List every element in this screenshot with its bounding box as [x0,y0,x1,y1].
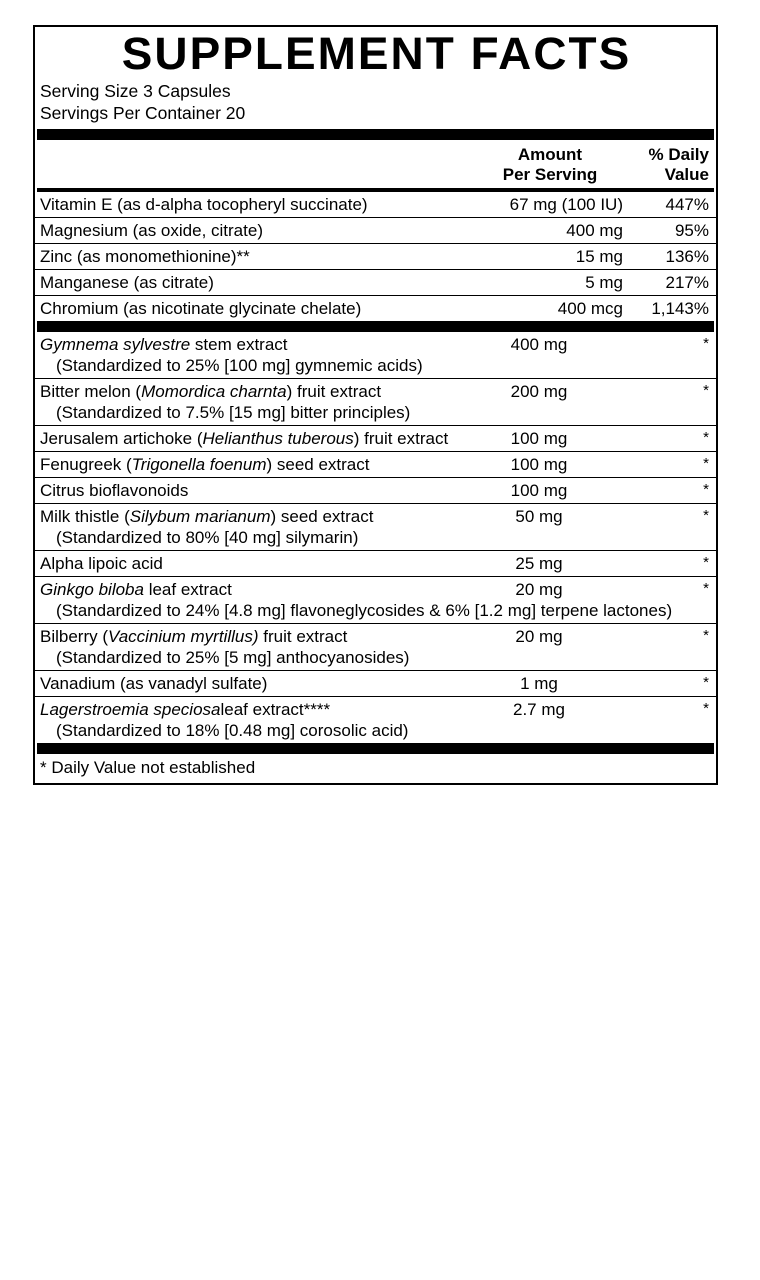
ingredient-daily-value: * [629,426,716,452]
ingredient-standardization-note: (Standardized to 25% [100 mg] gymnemic acids) [56,356,423,375]
ingredient-name-suffix: ) fruit extract [353,429,449,448]
ingredient-name-suffix: fruit extract [258,627,348,646]
ingredient-amount: 200 mg [471,379,629,426]
supplement-facts-panel [33,25,718,785]
ingredient-name [35,504,471,551]
table-row [35,671,716,697]
amount-header-line2: Per Serving [502,165,598,184]
ingredient-name: Manganese (as citrate) [35,270,471,296]
ingredient-daily-value: * [629,452,716,478]
ingredient-daily-value: 136% [629,244,716,270]
ingredient-name [35,671,471,697]
ingredient-daily-value: 95% [629,218,716,244]
ingredient-amount: 400 mg [471,218,629,244]
ingredient-amount: 100 mg [471,426,629,452]
ingredient-latin-name: Ginkgo biloba [40,580,144,599]
ingredient-latin-name: Vaccinium myrtillus) [108,627,259,646]
ingredient-name-suffix: leaf extract [143,580,232,599]
ingredient-amount: 20 mg [471,577,629,624]
ingredient-name-prefix: Fenugreek ( [40,455,132,474]
table-row [35,577,716,624]
ingredient-name: Vitamin E (as d-alpha tocopheryl succinate) [35,192,471,218]
table-row [35,478,716,504]
serving-size: Serving Size 3 Capsules [40,81,231,101]
amount-header-line1: Amount [517,145,583,164]
dv-header-line1: % Daily [648,145,709,164]
ingredient-daily-value: 1,143% [651,299,709,318]
ingredient-amount: 20 mg [471,624,629,671]
ingredient-amount: 67 mg (100 IU) [471,192,629,218]
ingredient-name-prefix: Alpha lipoic acid [40,554,163,573]
ingredient-standardization-note: (Standardized to 7.5% [15 mg] bitter principles) [56,403,411,422]
serving-info [35,78,716,127]
ingredient-name-prefix: Bilberry ( [40,627,109,646]
ingredient-name-prefix: Vanadium (as vanadyl sulfate) [40,674,268,693]
ingredient-amount: 5 mg [471,270,629,296]
ingredient-amount: 15 mg [471,244,629,270]
amount-per-serving-header [471,140,629,188]
ingredient-daily-value: * [629,577,716,624]
ingredient-name [35,697,471,744]
ingredient-name [35,332,471,379]
table-row [35,452,716,478]
table-row [35,697,716,744]
ingredient-amount: 2.7 mg [513,700,565,719]
ingredient-amount: 1 mg [471,671,629,697]
rule-between-sections [37,321,714,332]
servings-per-container: Servings Per Container 20 [40,103,246,123]
ingredient-name-prefix: Citrus bioflavonoids [40,481,189,500]
ingredient-name-suffix: ) seed extract [266,455,370,474]
column-header-table [35,140,716,188]
ingredient-name [35,478,471,504]
ingredient-daily-value: * [629,379,716,426]
ingredient-daily-value: * [629,551,716,577]
ingredient-name [35,551,471,577]
ingredient-name: Chromium (as nicotinate glycinate chelate) [40,299,362,318]
ingredient-daily-value: * [629,671,716,697]
table-row [35,379,716,426]
ingredient-amount: 50 mg [471,504,629,551]
ingredient-latin-name: Helianthus tuberous [202,429,354,448]
ingredient-daily-value: * [629,624,716,671]
ingredient-standardization-note: (Standardized to 18% [0.48 mg] corosolic acid) [56,721,409,740]
rule-above-footnote [37,743,714,754]
botanicals-table [35,332,716,743]
vitamins-minerals-table [35,192,716,321]
rule-above-column-headers [37,129,714,140]
table-row [35,192,716,218]
ingredient-name [35,452,471,478]
ingredient-amount: 400 mg [471,332,629,379]
ingredient-amount: 400 mcg [557,299,623,318]
ingredient-name-prefix: Milk thistle ( [40,507,130,526]
ingredient-amount: 100 mg [471,478,629,504]
ingredient-name: Zinc (as monomethionine)** [35,244,471,270]
ingredient-daily-value: * [703,700,709,717]
daily-value-header [629,140,716,188]
table-row [35,426,716,452]
table-row [35,551,716,577]
ingredient-latin-name: Gymnema sylvestre [40,335,191,354]
ingredient-name: Magnesium (as oxide, citrate) [35,218,471,244]
table-row [35,332,716,379]
table-row [35,624,716,671]
ingredient-standardization-note: (Standardized to 24% [4.8 mg] flavoneglycosides & 6% [1.2 mg] terpene lactones) [56,601,673,620]
ingredient-name [35,624,471,671]
page-title: SUPPLEMENT FACTS [121,28,632,79]
ingredient-daily-value: * [629,332,716,379]
ingredient-standardization-note: (Standardized to 80% [40 mg] silymarin) [56,528,359,547]
ingredient-name-suffix: ) seed extract [270,507,374,526]
dv-header-line2: Value [664,165,709,184]
ingredient-name [35,426,471,452]
ingredient-standardization-note: (Standardized to 25% [5 mg] anthocyanosides) [56,648,410,667]
ingredient-latin-name: Momordica charnta [141,382,287,401]
ingredient-amount: 25 mg [471,551,629,577]
ingredient-name-suffix: stem extract [190,335,288,354]
daily-value-footnote: * Daily Value not established [40,758,256,777]
table-row [35,244,716,270]
column-header-row [35,140,716,188]
ingredient-latin-name: Lagerstroemia speciosa [40,700,221,719]
ingredient-amount: 100 mg [471,452,629,478]
ingredient-daily-value: 447% [629,192,716,218]
table-row [35,504,716,551]
ingredient-name-prefix: Jerusalem artichoke ( [40,429,203,448]
ingredient-daily-value: * [629,478,716,504]
table-row [35,218,716,244]
ingredient-name-prefix: Bitter melon ( [40,382,142,401]
ingredient-name-suffix: ) fruit extract [286,382,382,401]
ingredient-name-suffix: leaf extract**** [220,700,331,719]
ingredient-latin-name: Silybum marianum [129,507,271,526]
table-row [35,296,716,322]
ingredient-latin-name: Trigonella foenum [131,455,267,474]
ingredient-daily-value: * [629,504,716,551]
ingredient-name [35,379,471,426]
ingredient-daily-value: 217% [629,270,716,296]
header-spacer [35,140,471,188]
table-row [35,270,716,296]
